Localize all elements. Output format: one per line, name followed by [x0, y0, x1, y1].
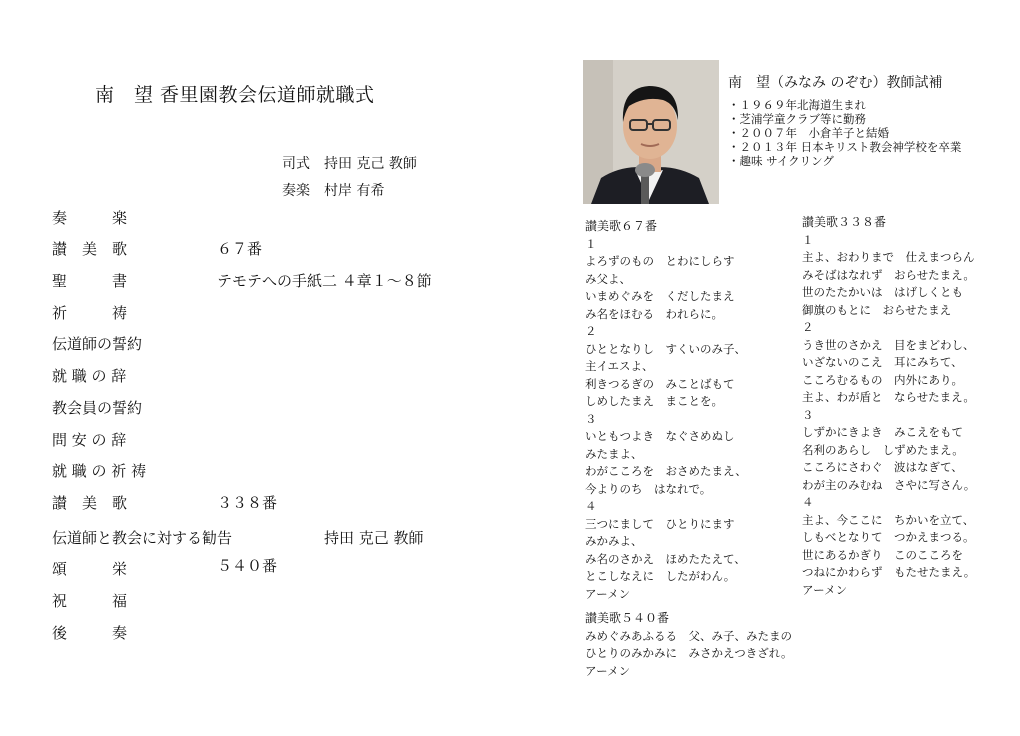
- profile-name: 南 望（みなみ のぞむ）教師試補: [728, 75, 943, 91]
- hymn-line: うき世のさかえ 目をまどわし、: [802, 337, 975, 352]
- hymn-line: しずかにきよき みこえをもて: [802, 425, 963, 439]
- hymn-line: ２: [585, 324, 597, 338]
- order-item-value: ５４０番: [217, 557, 278, 575]
- hymn-line: みそばはなれず おらせたまえ。: [802, 267, 975, 282]
- hymn-line: みたまよ、: [585, 446, 643, 461]
- order-item-label: 教会員の誓約: [52, 399, 143, 417]
- hymn-line: 主よ、今ここに ちかいを立て、: [802, 512, 975, 527]
- hymn-line: いともつよき なぐさめぬし: [585, 429, 735, 443]
- hymn-line: いまめぐみを くだしたまえ: [585, 289, 735, 303]
- hymn-line: １: [802, 232, 814, 247]
- officiant-organist: 奏楽 村岸 有希: [282, 183, 385, 199]
- hymn-line: ひとりのみかみに みさかえつきざれ。: [585, 646, 793, 660]
- order-item-value: テモテへの手紙二 ４章１～８節: [217, 272, 432, 290]
- hymn-line: 主イエスよ、: [585, 359, 654, 373]
- hymn-line: アーメン: [802, 582, 848, 597]
- order-item-value: ６７番: [217, 240, 263, 258]
- hymn-line: みかみよ、: [585, 534, 643, 548]
- hymn-line: つねにかわらず もたせたまえ。: [802, 565, 976, 579]
- hymn-line: み名をほむる われらに。: [585, 306, 723, 321]
- hymn-line: アーメン: [585, 586, 631, 601]
- hymn-line: とこしなえに したがわん。: [585, 569, 736, 583]
- profile-item: ・１９６９年北海道生まれ: [728, 98, 866, 112]
- hymn-540: [585, 610, 792, 680]
- order-item-label: 問 安 の 辞: [52, 431, 127, 449]
- hymn-line: こころにさわぐ 波はなぎて、: [802, 460, 963, 474]
- hymn-line: 世にあるかぎり このこころを: [802, 547, 963, 562]
- hymn-67: [585, 218, 747, 603]
- hymn-line: 主よ、わが盾と ならせたまえ。: [802, 390, 975, 404]
- hymn-line: こころむるもの 内外にあり。: [802, 372, 963, 387]
- order-item-label: 奏 楽: [52, 209, 128, 227]
- hymn-title: 讃美歌５４０番: [585, 611, 670, 625]
- order-item-label: 聖 書: [52, 272, 128, 290]
- order-item-label: 祈 祷: [52, 304, 128, 322]
- hymn-line: わが主のみむね さやに写さん。: [802, 477, 976, 492]
- hymn-line: しもべとなりて つかえまつる。: [802, 530, 975, 544]
- order-item-label: 伝道師の誓約: [52, 335, 143, 353]
- hymn-title: 讃美歌６７番: [585, 219, 658, 233]
- order-item-value: 持田 克己 教師: [324, 529, 424, 547]
- hymn-line: 主よ、おわりまで 仕えまつらん: [802, 250, 975, 264]
- hymn-line: み名のさかえ ほめたたえて、: [585, 551, 746, 566]
- hymn-line: 今よりのち はなれで。: [585, 481, 712, 496]
- hymn-line: 名利のあらし しずめたまえ。: [802, 442, 964, 457]
- profile-item: ・趣味 サイクリング: [728, 154, 834, 168]
- page-title: 南 望 香里園教会伝道師就職式: [95, 84, 375, 106]
- order-item-label: 就 職 の 辞: [52, 367, 127, 385]
- hymn-line: しめしたまえ まことを。: [585, 394, 723, 408]
- order-item-label: 伝道師と教会に対する勧告: [52, 529, 233, 547]
- hymn-line: いざないのこえ 耳にみちて、: [802, 355, 963, 369]
- hymn-line: よろずのもの とわにしらす: [585, 254, 735, 268]
- order-item-value: ３３８番: [217, 494, 278, 512]
- profile-item: ・芝浦学童クラブ等に勤務: [728, 112, 866, 126]
- hymn-line: 三つにまして ひとりにます: [585, 516, 735, 531]
- profile-item: ・２０１３年 日本キリスト教会神学校を卒業: [728, 140, 962, 154]
- order-item-label: 祝 福: [52, 592, 128, 610]
- hymn-title: 讃美歌３３８番: [802, 215, 887, 229]
- hymn-line: ２: [802, 320, 814, 334]
- order-item-label: 後 奏: [52, 624, 128, 642]
- order-item-label: 讃 美 歌: [52, 494, 128, 512]
- hymn-line: アーメン: [585, 663, 631, 678]
- order-item-label: 頌 栄: [52, 560, 128, 578]
- profile-photo: [583, 60, 719, 204]
- hymn-line: み父よ、: [585, 271, 631, 286]
- hymn-line: ３: [585, 411, 597, 426]
- hymn-line: ４: [585, 499, 597, 513]
- order-item-label: 就 職 の 祈 祷: [52, 462, 147, 480]
- profile-item: ・２００７年 小倉羊子と結婚: [728, 126, 889, 140]
- hymn-line: 世のたたかいは はげしくとも: [802, 285, 963, 299]
- hymn-line: 利きつるぎの みことばもて: [585, 376, 735, 391]
- hymn-line: ひととなりし すくいのみ子、: [585, 341, 746, 356]
- hymn-line: わがこころを おさめたまえ、: [585, 464, 747, 478]
- hymn-line: みめぐみあふるる 父、み子、みたまの: [585, 628, 792, 643]
- order-item-label: 讃 美 歌: [52, 240, 128, 258]
- hymn-line: 御旗のもとに おらせたまえ: [802, 302, 952, 317]
- hymn-line: １: [585, 236, 597, 251]
- hymn-line: ３: [802, 407, 814, 422]
- hymn-line: ４: [802, 495, 814, 509]
- hymn-338: [802, 214, 975, 599]
- officiant-presider: 司式 持田 克己 教師: [282, 156, 417, 172]
